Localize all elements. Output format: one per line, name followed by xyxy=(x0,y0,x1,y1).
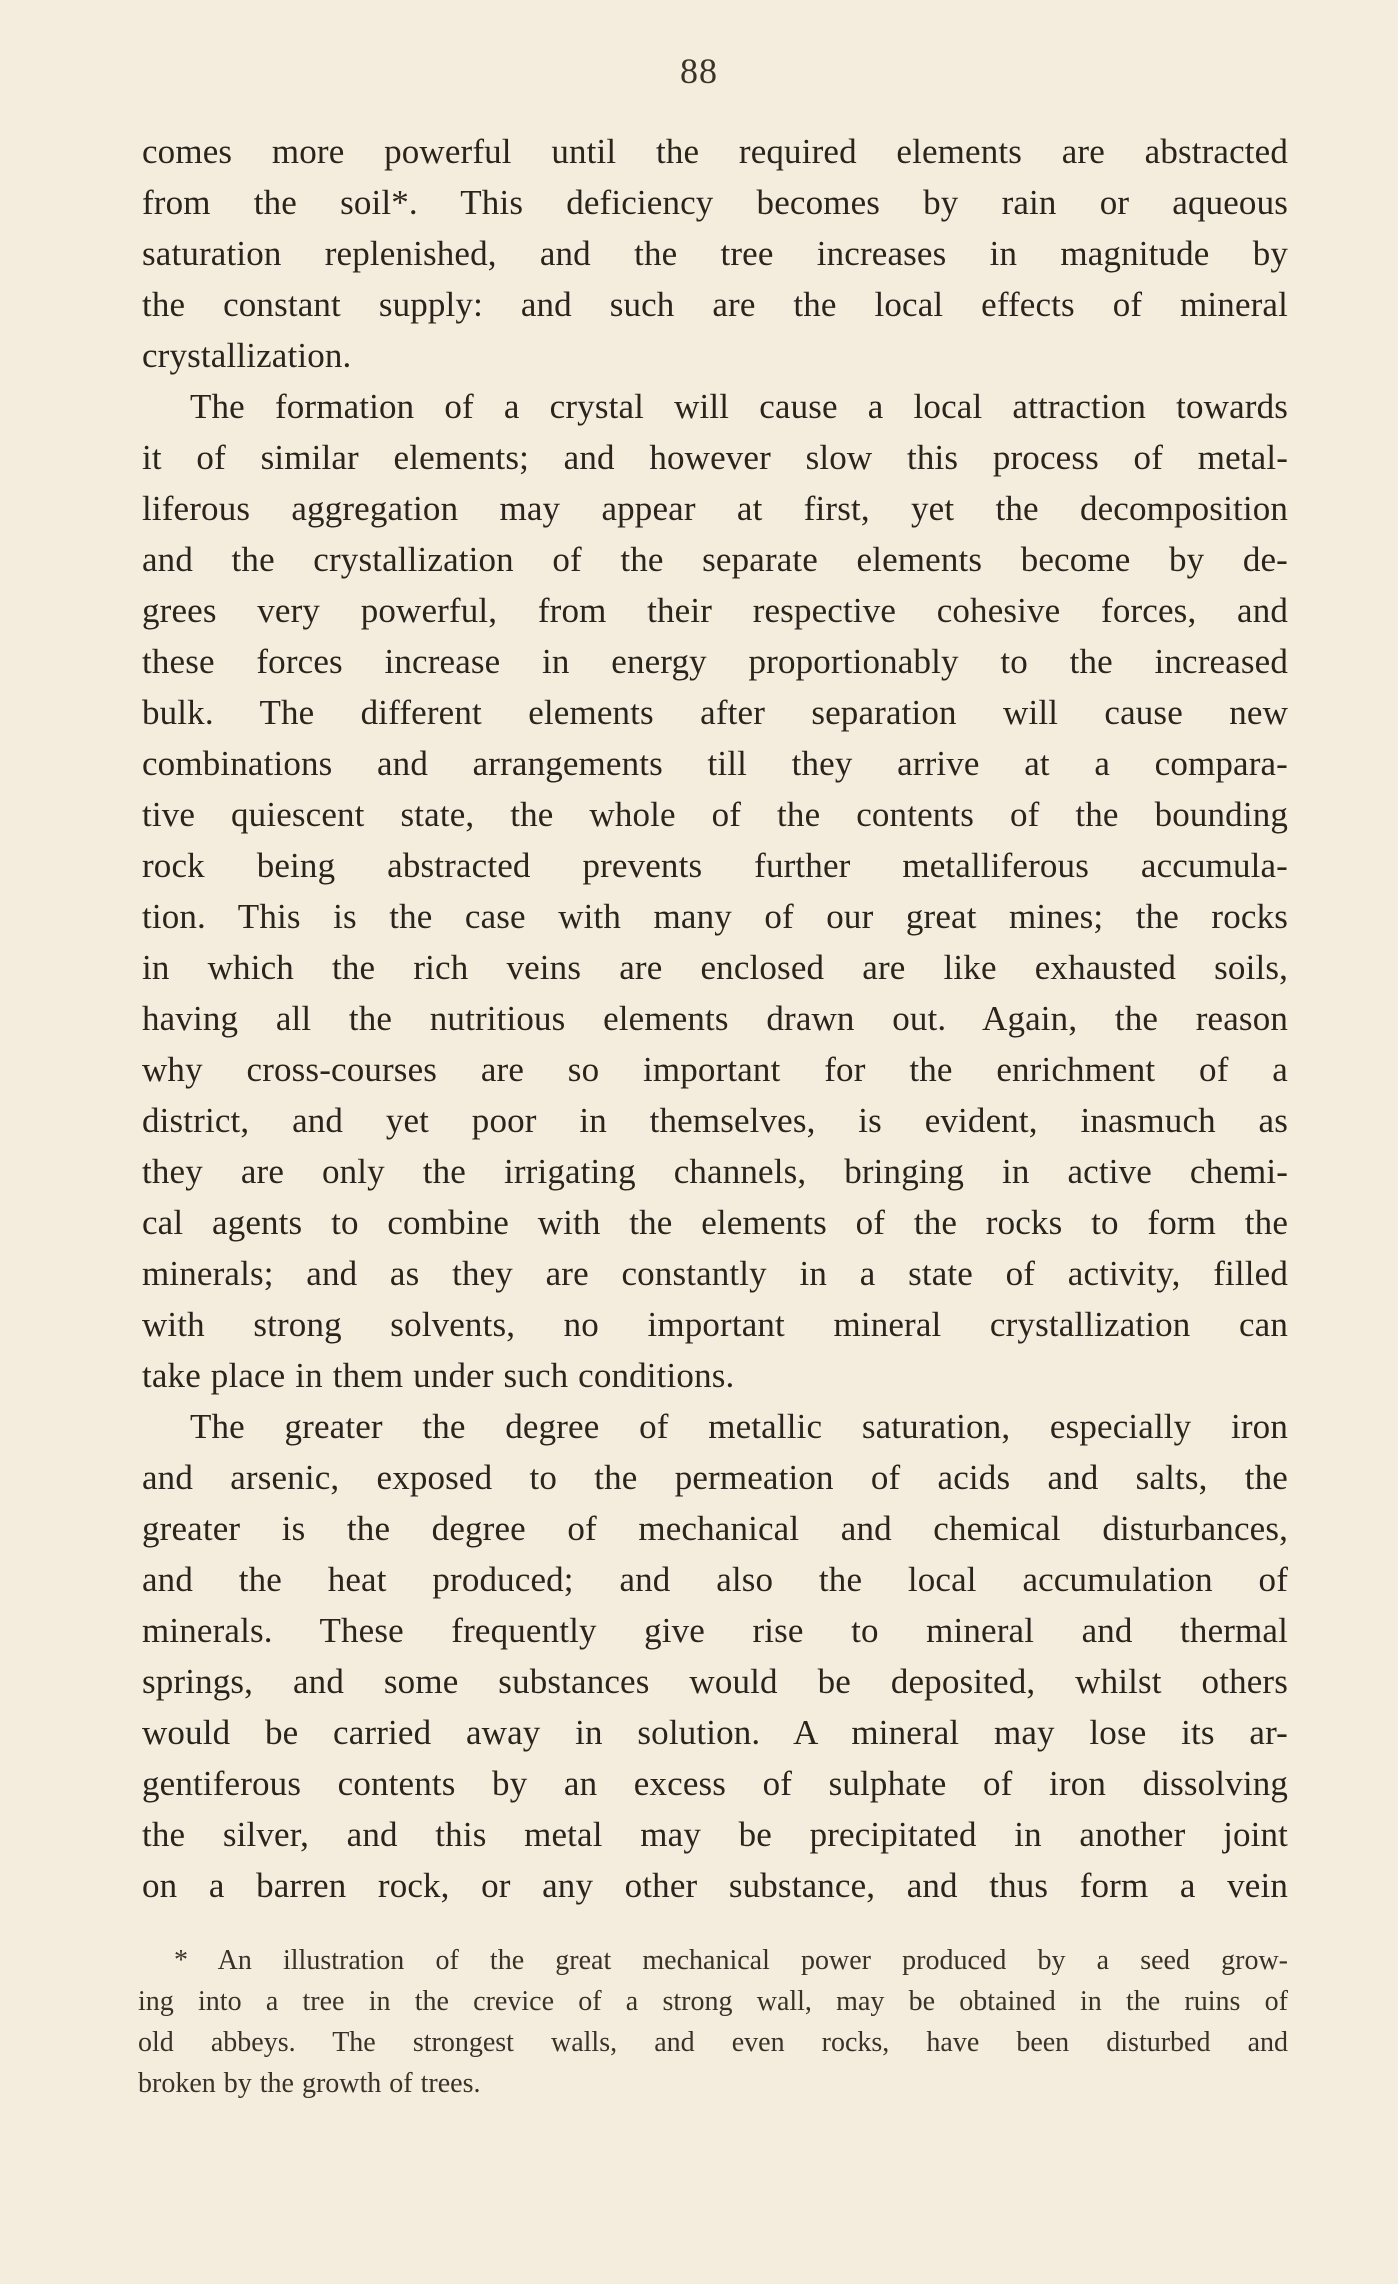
text-line: cal agents to combine with the elements of the rocks to form the xyxy=(142,1203,1288,1242)
text-line: crystallization. xyxy=(142,336,352,375)
text-line: minerals; and as they are constantly in a state of activity, filled xyxy=(142,1254,1288,1293)
text-line: it of similar elements; and however slow this process of metal- xyxy=(142,438,1288,477)
text-line: springs, and some substances would be deposited, whilst others xyxy=(142,1662,1288,1701)
text-line: why cross-courses are so important for the enrichment of a xyxy=(142,1050,1288,1089)
text-line: rock being abstracted prevents further metalliferous accumula- xyxy=(142,846,1288,885)
body-text xyxy=(142,126,1288,1911)
text-line: saturation replenished, and the tree increases in magnitude by xyxy=(142,234,1288,273)
text-line: tive quiescent state, the whole of the contents of the bounding xyxy=(142,795,1288,834)
page-number: 88 xyxy=(680,51,718,91)
text-line: and arsenic, exposed to the permeation of acids and salts, the xyxy=(142,1458,1288,1497)
text-line: would be carried away in solution. A mineral may lose its ar- xyxy=(142,1713,1288,1752)
footnote-line: broken by the growth of trees. xyxy=(138,2068,481,2099)
text-line: take place in them under such conditions. xyxy=(142,1356,735,1395)
footnote-line: * An illustration of the great mechanical power produced by a seed grow- xyxy=(174,1945,1288,1976)
text-line: district, and yet poor in themselves, is evident, inasmuch as xyxy=(142,1101,1288,1140)
text-line: and the heat produced; and also the local accumulation of xyxy=(142,1560,1288,1599)
text-line: having all the nutritious elements drawn out. Again, the reason xyxy=(142,999,1288,1038)
text-line: and the crystallization of the separate elements become by de- xyxy=(142,540,1288,579)
text-line: they are only the irrigating channels, bringing in active chemi- xyxy=(142,1152,1288,1191)
footnote-line: ing into a tree in the crevice of a strong wall, may be obtained in the ruins of xyxy=(138,1986,1288,2017)
text-line: combinations and arrangements till they arrive at a compara- xyxy=(142,744,1288,783)
footnote xyxy=(138,1940,1288,2104)
text-line: bulk. The different elements after separation will cause new xyxy=(142,693,1288,732)
text-line: greater is the degree of mechanical and chemical disturbances, xyxy=(142,1509,1288,1548)
text-line: tion. This is the case with many of our great mines; the rocks xyxy=(142,897,1288,936)
text-line: the constant supply: and such are the local effects of mineral xyxy=(142,285,1288,324)
footnote-line: old abbeys. The strongest walls, and even rocks, have been disturbed and xyxy=(138,2027,1288,2058)
text-line: on a barren rock, or any other substance, and thus form a vein xyxy=(142,1866,1288,1905)
text-line: liferous aggregation may appear at first, yet the decomposition xyxy=(142,489,1288,528)
text-line: The formation of a crystal will cause a local attraction towards xyxy=(190,387,1288,426)
text-line: gentiferous contents by an excess of sulphate of iron dissolving xyxy=(142,1764,1288,1803)
text-line: The greater the degree of metallic saturation, especially iron xyxy=(190,1407,1288,1446)
text-line: grees very powerful, from their respective cohesive forces, and xyxy=(142,591,1288,630)
text-line: from the soil*. This deficiency becomes by rain or aqueous xyxy=(142,183,1288,222)
text-line: in which the rich veins are enclosed are like exhausted soils, xyxy=(142,948,1288,987)
text-line: with strong solvents, no important mineral crystallization can xyxy=(142,1305,1288,1344)
text-line: the silver, and this metal may be precipitated in another joint xyxy=(142,1815,1288,1854)
text-line: these forces increase in energy proportionably to the increased xyxy=(142,642,1288,681)
text-line: comes more powerful until the required elements are abstracted xyxy=(142,132,1288,171)
text-line: minerals. These frequently give rise to mineral and thermal xyxy=(142,1611,1288,1650)
